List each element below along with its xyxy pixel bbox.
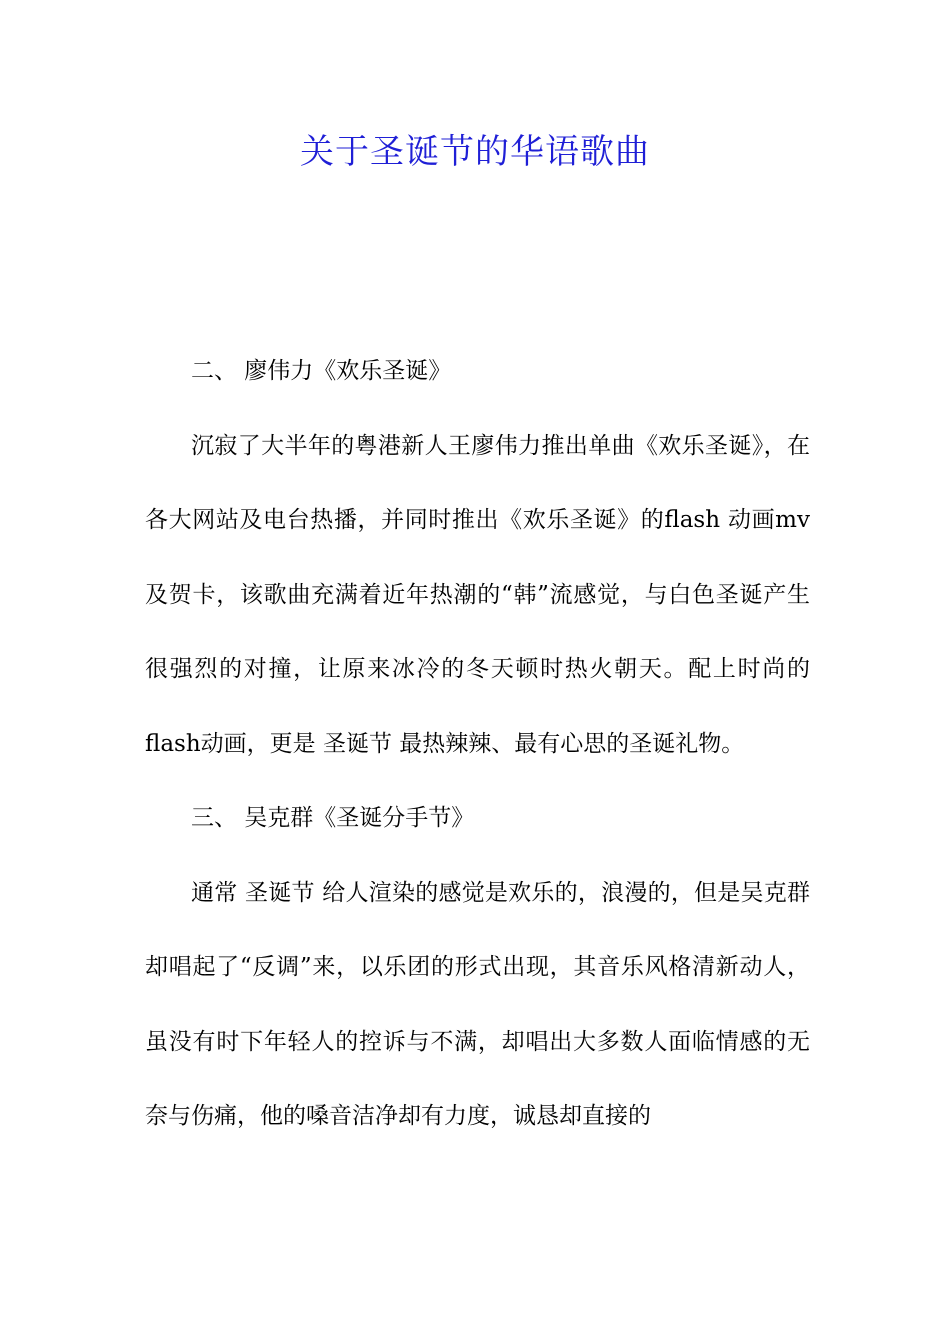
- section-heading-3: 三、 吴克群《圣诞分手节》: [191, 805, 475, 831]
- document-title: 关于圣诞节的华语歌曲: [300, 132, 650, 172]
- document-body: [145, 334, 810, 1154]
- section-heading-2: 二、 廖伟力《欢乐圣诞》: [191, 358, 452, 384]
- section-paragraph-2: 沉寂了大半年的粤港新人王廖伟力推出单曲《欢乐圣诞》，在各大网站及电台热播，并同时推出《欢乐圣诞》的flash 动画mv及贺卡，该歌曲充满着近年热潮的“韩”流感觉，与白色圣诞产生很强烈的对撞，让原来冰冷的冬天顿时热火朝天。配上时尚的flash动画，更是 圣诞节 最热辣辣、最有心思的圣诞礼物。: [145, 432, 810, 757]
- section-paragraph-3: 通常 圣诞节 给人渲染的感觉是欢乐的，浪漫的，但是吴克群却唱起了“反调”来，以乐团的形式出现，其音乐风格清新动人，虽没有时下年轻人的控诉与不满，却唱出大多数人面临情感的无奈与伤痛，他的嗓音洁净却有力度，诚恳却直接的: [145, 879, 810, 1129]
